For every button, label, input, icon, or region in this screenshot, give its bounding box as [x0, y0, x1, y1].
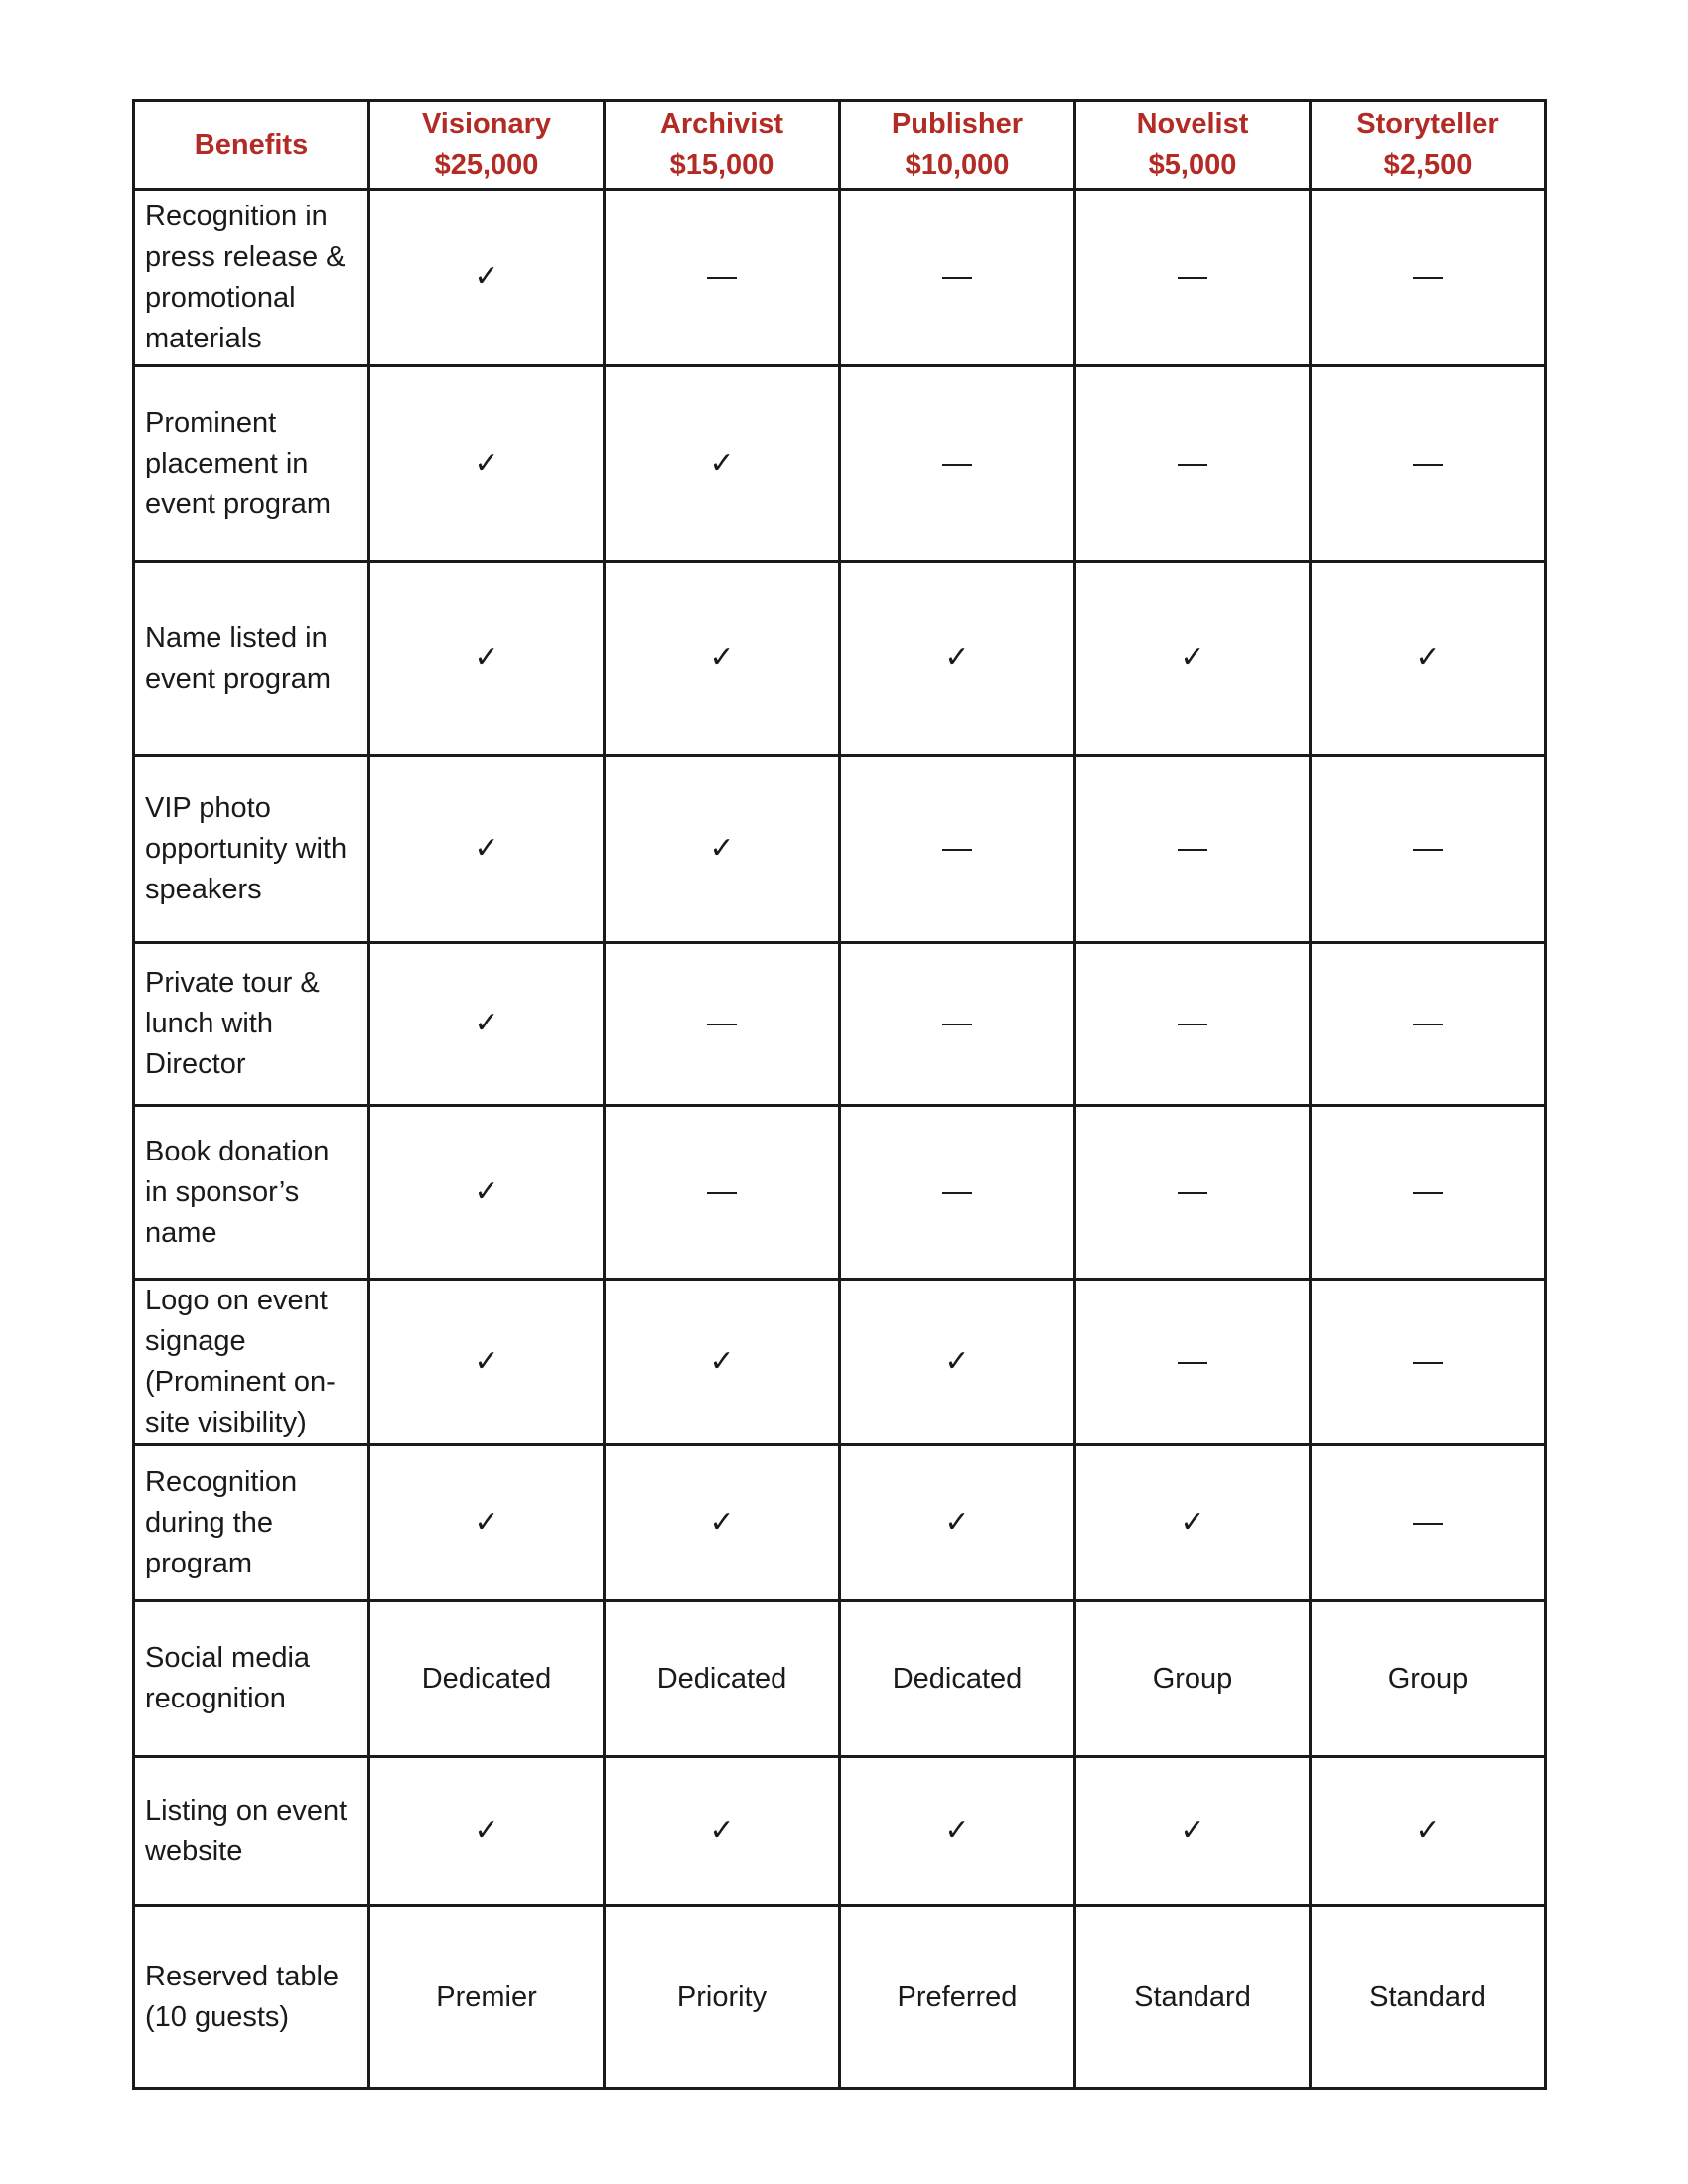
- benefit-cell: [134, 756, 369, 943]
- table-row: [134, 943, 1546, 1106]
- benefit-text-line: Recognition: [145, 1465, 298, 1498]
- tier-price: $2,500: [1383, 149, 1473, 181]
- tier-price: $5,000: [1148, 149, 1237, 181]
- tier-value-cell-storyteller: [1311, 943, 1546, 1106]
- checkmark-icon: ✓: [944, 1343, 970, 1379]
- table-row: [134, 366, 1546, 562]
- benefit-text-line: speakers: [145, 874, 262, 905]
- tier-name: Novelist: [1136, 108, 1249, 140]
- dash-icon: [942, 277, 972, 279]
- tier-value-cell-publisher: [840, 190, 1075, 366]
- table-row: [134, 1106, 1546, 1280]
- benefit-text-line: event program: [145, 662, 331, 695]
- dash-icon: [1413, 1024, 1443, 1025]
- benefit-text-line: signage: [145, 1325, 246, 1357]
- checkmark-icon: ✓: [709, 1813, 735, 1847]
- tier-value-cell-archivist: [605, 562, 840, 756]
- benefit-cell: [134, 1757, 369, 1906]
- tier-price: $15,000: [669, 149, 774, 181]
- table-row: [134, 756, 1546, 943]
- tier-value-cell-novelist: [1075, 1106, 1311, 1280]
- benefit-cell: [134, 1280, 369, 1445]
- tier-value-cell-publisher: [840, 1106, 1075, 1280]
- tier-value-cell-archivist: [605, 190, 840, 366]
- checkmark-icon: ✓: [474, 1504, 499, 1540]
- tier-value-cell-archivist: [605, 1445, 840, 1601]
- tier-value-cell-novelist: [1075, 1280, 1311, 1445]
- dash-icon: [1413, 277, 1443, 279]
- tier-value-cell-novelist: [1075, 1445, 1311, 1601]
- tier-value-cell-archivist: [605, 366, 840, 562]
- benefit-text-line: placement in: [145, 447, 309, 479]
- tier-value-text: Standard: [1134, 1980, 1251, 2013]
- dash-icon: [1413, 1362, 1443, 1364]
- dash-icon: [1413, 849, 1443, 851]
- tier-value-cell-publisher: [840, 756, 1075, 943]
- tier-value-cell-publisher: [840, 1906, 1075, 2089]
- benefit-cell: [134, 1906, 369, 2089]
- tier-value-cell-publisher: [840, 1445, 1075, 1601]
- tier-value-text: Preferred: [897, 1980, 1018, 2013]
- tier-value-cell-visionary: [369, 190, 605, 366]
- tier-value-cell-storyteller: [1311, 1601, 1546, 1757]
- benefit-text-line: press release &: [145, 240, 346, 273]
- tier-value-cell-novelist: [1075, 1906, 1311, 2089]
- benefit-text-line: name: [145, 1216, 217, 1249]
- checkmark-icon: ✓: [709, 831, 735, 866]
- tier-value-cell-visionary: [369, 943, 605, 1106]
- tier-value-cell-archivist: [605, 1280, 840, 1445]
- checkmark-icon: ✓: [1180, 1504, 1205, 1540]
- tier-value-cell-storyteller: [1311, 1106, 1546, 1280]
- checkmark-icon: ✓: [474, 1343, 499, 1379]
- benefit-text-line: event program: [145, 487, 331, 520]
- checkmark-icon: ✓: [1180, 1813, 1205, 1847]
- tier-value-text: Premier: [436, 1980, 537, 2013]
- dash-icon: [707, 1192, 737, 1194]
- tier-value-cell-storyteller: [1311, 756, 1546, 943]
- tier-value-text: Group: [1152, 1663, 1233, 1695]
- checkmark-icon: ✓: [1180, 640, 1205, 675]
- table-row: [134, 1280, 1546, 1445]
- benefit-text-line: promotional: [145, 281, 296, 314]
- benefit-text-line: in sponsor’s: [145, 1175, 300, 1208]
- dash-icon: [942, 1192, 972, 1194]
- tier-value-cell-publisher: [840, 1280, 1075, 1445]
- benefit-text-line: site visibility): [145, 1407, 307, 1438]
- checkmark-icon: ✓: [709, 1343, 735, 1379]
- benefit-text-line: Name listed in: [145, 621, 328, 654]
- checkmark-icon: ✓: [709, 445, 735, 480]
- tier-value-cell-visionary: [369, 1280, 605, 1445]
- table-row: [134, 1757, 1546, 1906]
- tier-value-cell-visionary: [369, 756, 605, 943]
- tier-value-cell-storyteller: [1311, 366, 1546, 562]
- tier-value-cell-novelist: [1075, 366, 1311, 562]
- benefit-text-line: Private tour &: [145, 967, 320, 999]
- sponsorship-benefits-table: [132, 99, 1547, 2090]
- benefit-text-line: (Prominent on-: [145, 1366, 336, 1398]
- tier-value-text: Dedicated: [421, 1663, 552, 1695]
- tier-header-novelist: [1075, 101, 1311, 190]
- table-header-row: [134, 101, 1546, 190]
- benefit-cell: [134, 1445, 369, 1601]
- tier-value-cell-novelist: [1075, 1601, 1311, 1757]
- benefit-text-line: (10 guests): [145, 2000, 290, 2033]
- benefit-cell: [134, 366, 369, 562]
- checkmark-icon: ✓: [709, 640, 735, 675]
- tier-value-cell-archivist: [605, 1106, 840, 1280]
- tier-value-cell-visionary: [369, 1445, 605, 1601]
- dash-icon: [1178, 849, 1207, 851]
- benefit-text-line: website: [145, 1835, 243, 1867]
- benefits-header-label: Benefits: [194, 128, 309, 161]
- checkmark-icon: ✓: [474, 445, 499, 480]
- benefit-text-line: materials: [145, 322, 262, 354]
- table-row: [134, 562, 1546, 756]
- benefit-text-line: lunch with: [145, 1008, 273, 1039]
- benefit-cell: [134, 190, 369, 366]
- checkmark-icon: ✓: [709, 1504, 735, 1540]
- benefit-text-line: Director: [145, 1048, 246, 1080]
- dash-icon: [1178, 464, 1207, 466]
- table-row: [134, 190, 1546, 366]
- benefit-text-line: Prominent: [145, 406, 277, 439]
- checkmark-icon: ✓: [944, 1813, 970, 1847]
- tier-value-cell-novelist: [1075, 190, 1311, 366]
- tier-value-cell-archivist: [605, 756, 840, 943]
- tier-value-cell-novelist: [1075, 756, 1311, 943]
- checkmark-icon: ✓: [474, 831, 499, 866]
- dash-icon: [1178, 1192, 1207, 1194]
- dash-icon: [1413, 1192, 1443, 1194]
- tier-value-cell-visionary: [369, 1106, 605, 1280]
- dash-icon: [707, 1024, 737, 1025]
- tier-value-cell-storyteller: [1311, 1757, 1546, 1906]
- benefit-text-line: VIP photo: [145, 792, 271, 824]
- table-row: [134, 1601, 1546, 1757]
- dash-icon: [1413, 464, 1443, 466]
- tier-value-text: Group: [1387, 1663, 1469, 1695]
- tier-header-publisher: [840, 101, 1075, 190]
- benefits-column-header: [134, 101, 369, 190]
- checkmark-icon: ✓: [474, 640, 499, 675]
- tier-value-cell-publisher: [840, 1601, 1075, 1757]
- checkmark-icon: ✓: [474, 1173, 499, 1209]
- dash-icon: [707, 277, 737, 279]
- tier-value-cell-novelist: [1075, 1757, 1311, 1906]
- benefit-text-line: Recognition in: [145, 200, 328, 232]
- benefit-text-line: Listing on event: [145, 1794, 348, 1827]
- benefit-text-line: Book donation: [145, 1135, 330, 1167]
- tier-value-text: Standard: [1369, 1980, 1486, 2013]
- dash-icon: [1178, 277, 1207, 279]
- checkmark-icon: ✓: [474, 1006, 499, 1040]
- tier-price: $10,000: [905, 149, 1010, 181]
- tier-value-cell-storyteller: [1311, 1906, 1546, 2089]
- checkmark-icon: ✓: [474, 259, 499, 294]
- tier-price: $25,000: [434, 149, 539, 181]
- benefit-text-line: Social media: [145, 1642, 311, 1674]
- tier-value-cell-visionary: [369, 1906, 605, 2089]
- tier-name: Archivist: [659, 108, 784, 140]
- checkmark-icon: ✓: [944, 1504, 970, 1540]
- tier-value-cell-publisher: [840, 1757, 1075, 1906]
- checkmark-icon: ✓: [474, 1813, 499, 1847]
- tier-header-storyteller: [1311, 101, 1546, 190]
- benefit-text-line: during the: [145, 1506, 273, 1539]
- benefit-cell: [134, 562, 369, 756]
- benefit-text-line: opportunity with: [145, 833, 348, 865]
- tier-value-cell-archivist: [605, 1906, 840, 2089]
- tier-value-cell-publisher: [840, 366, 1075, 562]
- checkmark-icon: ✓: [1415, 1813, 1441, 1847]
- tier-value-cell-storyteller: [1311, 1280, 1546, 1445]
- table-body: [134, 190, 1546, 2089]
- benefit-text-line: Reserved table: [145, 1960, 340, 1992]
- benefit-cell: [134, 1106, 369, 1280]
- tier-value-cell-visionary: [369, 1601, 605, 1757]
- tier-header-archivist: [605, 101, 840, 190]
- benefit-text-line: Logo on event: [145, 1285, 328, 1316]
- tier-value-cell-storyteller: [1311, 190, 1546, 366]
- dash-icon: [942, 464, 972, 466]
- tier-value-cell-visionary: [369, 562, 605, 756]
- tier-value-cell-archivist: [605, 943, 840, 1106]
- checkmark-icon: ✓: [944, 640, 970, 675]
- tier-value-text: Priority: [676, 1980, 768, 2013]
- tier-value-cell-novelist: [1075, 943, 1311, 1106]
- tier-header-visionary: [369, 101, 605, 190]
- tier-name: Visionary: [421, 108, 552, 140]
- benefit-cell: [134, 1601, 369, 1757]
- dash-icon: [1413, 1523, 1443, 1525]
- table-row: [134, 1906, 1546, 2089]
- tier-name: Storyteller: [1356, 108, 1499, 140]
- tier-value-cell-storyteller: [1311, 562, 1546, 756]
- tier-name: Publisher: [891, 108, 1024, 140]
- tier-value-cell-publisher: [840, 943, 1075, 1106]
- benefit-text-line: program: [145, 1547, 252, 1579]
- tier-value-text: Dedicated: [656, 1663, 787, 1695]
- tier-value-cell-publisher: [840, 562, 1075, 756]
- tier-value-cell-storyteller: [1311, 1445, 1546, 1601]
- dash-icon: [1178, 1024, 1207, 1025]
- tier-value-cell-archivist: [605, 1757, 840, 1906]
- tier-value-text: Dedicated: [892, 1663, 1023, 1695]
- tier-value-cell-visionary: [369, 1757, 605, 1906]
- tier-value-cell-archivist: [605, 1601, 840, 1757]
- tier-value-cell-novelist: [1075, 562, 1311, 756]
- tier-value-cell-visionary: [369, 366, 605, 562]
- table-row: [134, 1445, 1546, 1601]
- dash-icon: [942, 1024, 972, 1025]
- benefit-cell: [134, 943, 369, 1106]
- dash-icon: [942, 849, 972, 851]
- dash-icon: [1178, 1362, 1207, 1364]
- benefit-text-line: recognition: [145, 1683, 286, 1714]
- checkmark-icon: ✓: [1415, 640, 1441, 675]
